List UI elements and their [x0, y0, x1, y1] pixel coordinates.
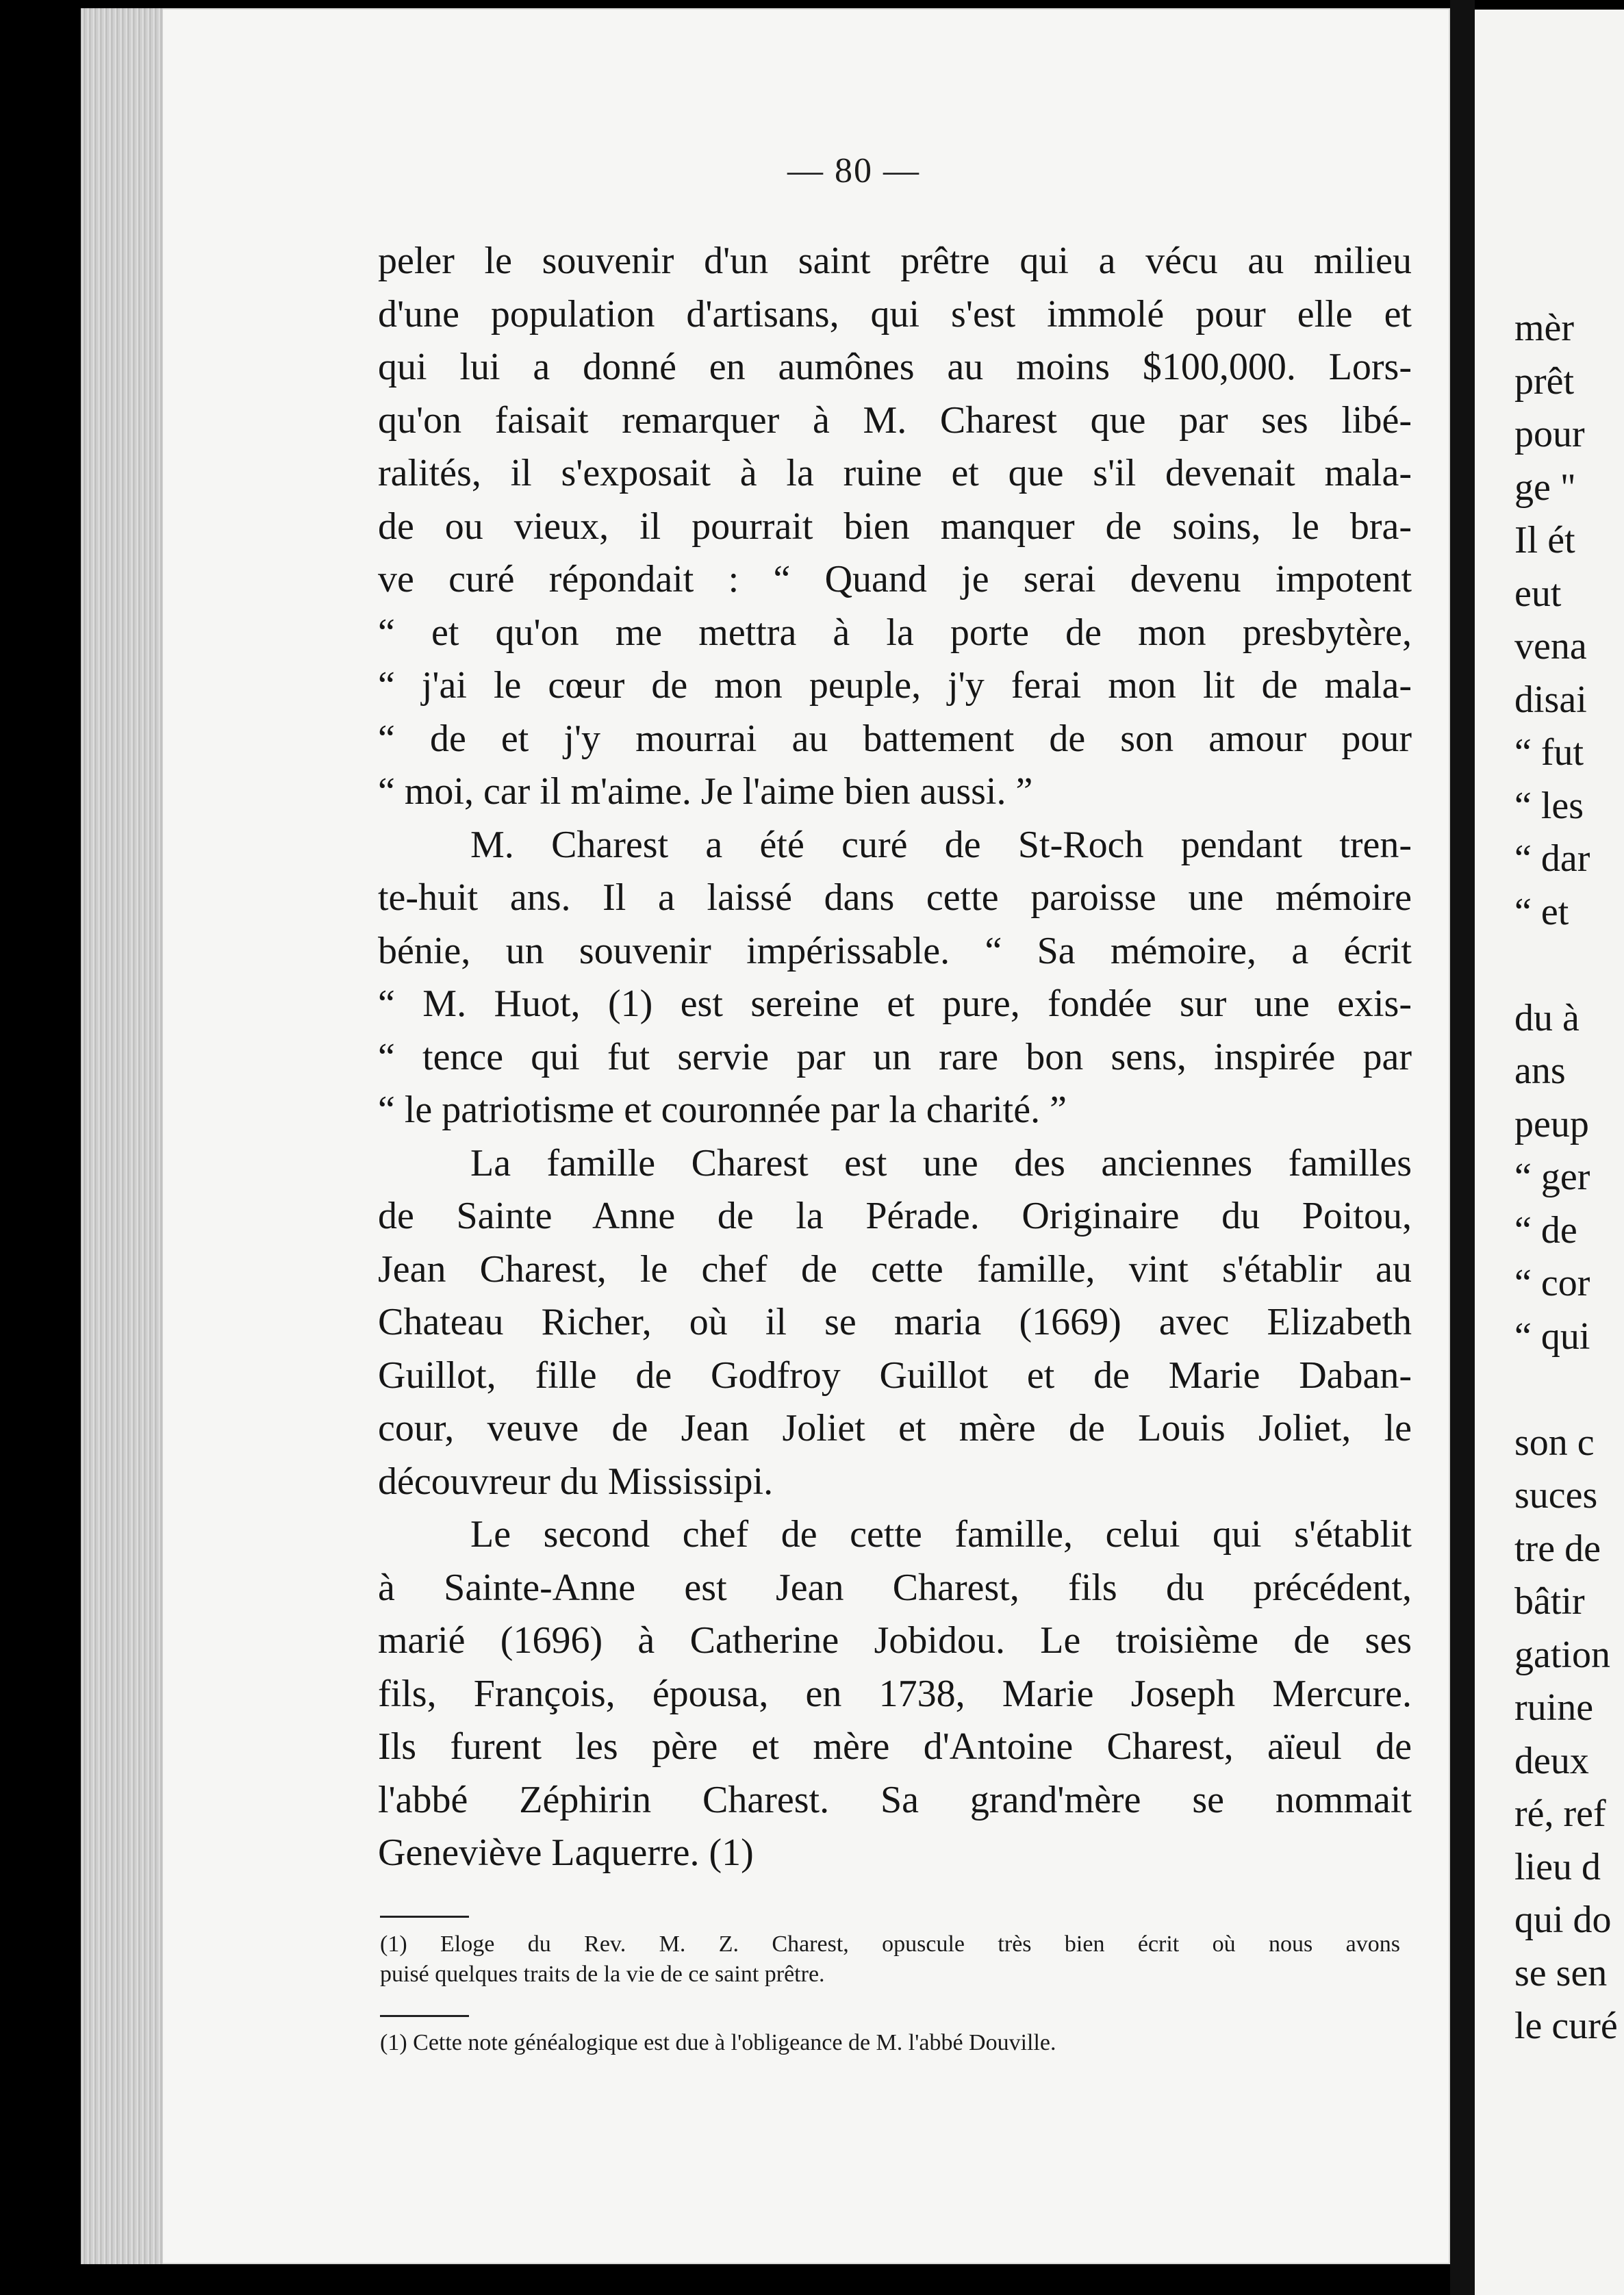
text-line: à Sainte-Anne est Jean Charest, fils du précédent,	[378, 1566, 1412, 1609]
facing-page-line: tre de	[1514, 1527, 1601, 1570]
text-line: fils, François, épousa, en 1738, Marie Joseph Mercure.	[378, 1672, 1412, 1715]
main-text-block	[378, 235, 1412, 1880]
text-line: “ j'ai le cœur de mon peuple, j'y ferai mon lit de mala-	[378, 664, 1412, 707]
text-line: l'abbé Zéphirin Charest. Sa grand'mère se nommait	[378, 1778, 1412, 1821]
facing-page-line: “ les	[1514, 784, 1584, 827]
facing-page-line: “ cor	[1514, 1262, 1590, 1304]
text-line: M. Charest a été curé de St-Roch pendant tren-	[470, 823, 1412, 866]
text-line: découvreur du Mississipi.	[378, 1460, 774, 1503]
text-line: ve curé répondait : “ Quand je serai devenu impotent	[378, 558, 1412, 600]
facing-page-line: vena	[1514, 625, 1587, 668]
facing-page-line: “ ger	[1514, 1156, 1590, 1198]
facing-page-line: eut	[1514, 572, 1562, 615]
text-line: “ M. Huot, (1) est sereine et pure, fondée sur une exis-	[378, 982, 1412, 1025]
facing-page-line: “ et	[1514, 890, 1569, 933]
text-line: bénie, un souvenir impérissable. “ Sa mémoire, a écrit	[378, 929, 1412, 972]
facing-page-line: ans	[1514, 1050, 1566, 1092]
facing-page-line: ge "	[1514, 466, 1576, 509]
facing-page-line: ré, ref	[1514, 1792, 1606, 1835]
facing-page-line: “ de	[1514, 1208, 1577, 1252]
facing-page-line: suces	[1514, 1474, 1598, 1517]
facing-page-line: mèr	[1514, 307, 1575, 349]
facing-page-line: prêt	[1514, 359, 1575, 403]
facing-page-line	[1514, 939, 1618, 992]
facing-page-line: disai	[1514, 678, 1587, 721]
text-line: de ou vieux, il pourrait bien manquer de soins, le bra-	[378, 505, 1412, 548]
text-line: ralités, il s'exposait à la ruine et que s'il devenait mala-	[378, 452, 1412, 494]
facing-page-line: Il ét	[1514, 519, 1575, 561]
facing-page-line	[1514, 1363, 1618, 1417]
text-line: te-huit ans. Il a laissé dans cette paroisse une mémoire	[378, 876, 1412, 919]
text-line: Jean Charest, le chef de cette famille, vint s'établir au	[378, 1247, 1412, 1291]
text-line: cour, veuve de Jean Joliet et mère de Louis Joliet, le	[378, 1407, 1412, 1449]
text-line: “ tence qui fut servie par un rare bon sens, inspirée par	[378, 1035, 1412, 1078]
facing-page-line: ruine	[1514, 1686, 1594, 1729]
facing-page-line: gation	[1514, 1633, 1610, 1676]
facing-page-line: son c	[1514, 1421, 1595, 1464]
facing-page-line: qui do	[1514, 1899, 1612, 1941]
page-number: — 80 —	[787, 151, 920, 190]
book-page-right	[1475, 10, 1624, 2295]
footnote-line: puisé quelques traits de la vie de ce saint prêtre.	[380, 1962, 825, 1987]
text-line: “ et qu'on me mettra à la porte de mon presbytère,	[378, 611, 1412, 654]
page-edge-stack	[81, 8, 163, 2264]
facing-page-line: du à	[1514, 996, 1579, 1039]
facing-page-line: “ dar	[1514, 837, 1590, 880]
footnote	[380, 1929, 1400, 1990]
footnote-line: (1) Eloge du Rev. M. Z. Charest, opuscule très bien écrit où nous avons	[380, 1931, 1400, 1957]
text-line: “ moi, car il m'aime. Je l'aime bien aussi. ”	[378, 770, 1033, 813]
text-line: qui lui a donné en aumônes au moins $100,000. Lors-	[378, 346, 1412, 388]
facing-page-line: lieu d	[1514, 1845, 1601, 1888]
footnote-rule	[380, 2015, 469, 2017]
facing-page-line: “ qui	[1514, 1315, 1590, 1358]
text-line: Geneviève Laquerre. (1)	[378, 1831, 754, 1874]
footnote-rule	[380, 1916, 469, 1918]
text-line: de Sainte Anne de la Pérade. Originaire du Poitou,	[378, 1195, 1412, 1237]
text-line: Le second chef de cette famille, celui qui s'établit	[470, 1513, 1412, 1556]
text-line: “ de et j'y mourrai au battement de son amour pour	[378, 717, 1412, 760]
facing-page-line: “ fut	[1514, 731, 1584, 774]
facing-page-line: peup	[1514, 1102, 1589, 1145]
text-line: La famille Charest est une des anciennes familles	[470, 1141, 1412, 1184]
text-line: Guillot, fille de Godfroy Guillot et de Marie Daban-	[378, 1354, 1412, 1397]
text-line: Ils furent les père et mère d'Antoine Charest, aïeul de	[378, 1725, 1412, 1768]
text-line: peler le souvenir d'un saint prêtre qui a vécu au milieu	[378, 240, 1412, 282]
text-line: qu'on faisait remarquer à M. Charest que par ses libé-	[378, 398, 1412, 442]
facing-page-line: le curé	[1514, 2005, 1618, 2047]
facing-page-line: bâtir	[1514, 1580, 1585, 1623]
text-line: marié (1696) à Catherine Jobidou. Le troisième de ses	[378, 1619, 1412, 1662]
text-line: d'une population d'artisans, qui s'est immolé pour elle et	[378, 292, 1412, 335]
facing-page-line: se sen	[1514, 1951, 1608, 1994]
text-line: Chateau Richer, où il se maria (1669) avec Elizabeth	[378, 1301, 1412, 1343]
text-line: “ le patriotisme et couronnée par la charité. ”	[378, 1089, 1067, 1131]
facing-page-text	[1514, 302, 1618, 2053]
footnote-line: (1) Cette note généalogique est due à l'obligeance de M. l'abbé Douville.	[380, 2030, 1056, 2055]
facing-page-line: pour	[1514, 413, 1585, 455]
book-gutter	[1450, 0, 1475, 2295]
facing-page-line: deux	[1514, 1739, 1589, 1782]
footnote	[380, 2028, 1400, 2058]
